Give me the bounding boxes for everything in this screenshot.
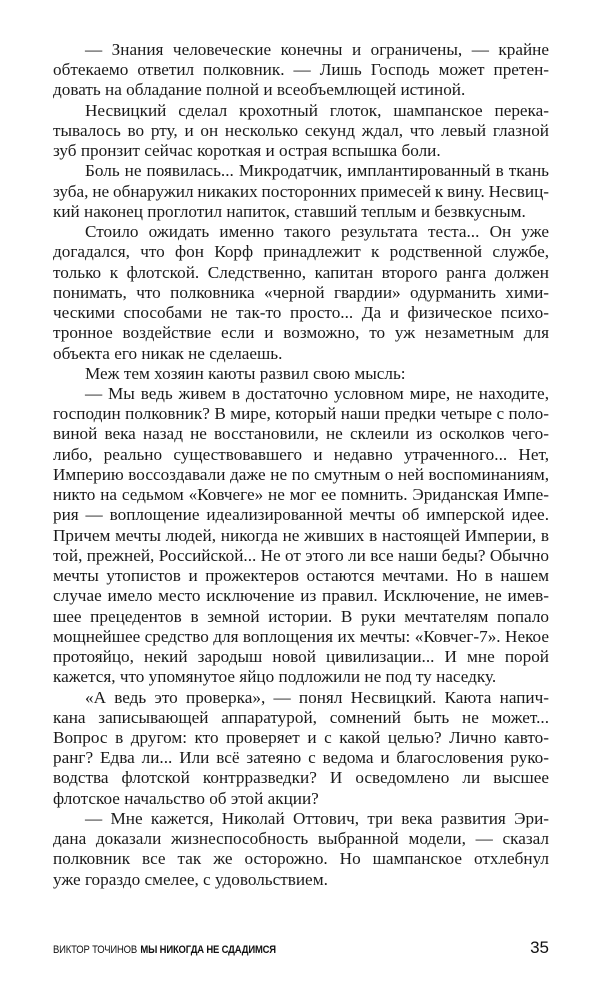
text-line: виной века назад не восстановили, не склеили из осколков чего- [53, 424, 549, 444]
text-line: дана доказали жизнеспособность выбранной модели, — сказал [53, 829, 549, 849]
footer-book-info [53, 944, 276, 956]
text-line: шее прецедентов в земной истории. В руки мечтателям попало [53, 606, 549, 626]
text-line: только к флотской. Следственно, капитан второго ранга должен [53, 262, 549, 282]
text-line: кий наконец проглотил напиток, ставший теплым и безвкусным. [53, 201, 526, 221]
running-footer [53, 938, 549, 958]
text-line: ранг? Едва ли... Или всё затеяно с ведома и благословения руко- [53, 748, 549, 768]
text-line: никто на седьмом «Ковчеге» не мог ее помнить. Эриданская Импе- [53, 485, 549, 505]
paragraph-first-line: — Мне кажется, Николай Оттович, три века развития Эри- [85, 808, 549, 828]
text-line: тронное воздействие если и возможно, то уж незаметным для [53, 323, 549, 343]
text-line: кажется, что упомянутое яйцо подложили не под ту наседку. [53, 667, 497, 687]
text-line: случае имело место исключение из правил. Исключение, не имев- [53, 586, 549, 606]
paragraph-first-line: — Знания человеческие конечны и ограничены, — крайне [85, 40, 549, 59]
text-line: обтекаемо ответил полковник. — Лишь Господь может претен- [53, 60, 549, 80]
paragraph-first-line: Боль не появилась... Микродатчик, имплантированный в ткань [85, 161, 549, 181]
text-line: зуб пронзит сейчас короткая и острая вспышка боли. [53, 141, 441, 161]
text-line: кана записывающей аппаратурой, сомнений быть не может... [53, 707, 549, 727]
text-line: флотское начальство об этой акции? [53, 788, 319, 808]
text-line: протояйцо, некий зародыш новой цивилизации... И мне порой [53, 647, 549, 667]
text-line: мощнейшее средство для воплощения их мечты: «Ковчег-7». Некое [53, 626, 549, 646]
footer-book-title: МЫ НИКОГДА НЕ СДАДИМСЯ [140, 944, 276, 956]
text-line: Империю воссоздавали даже не по смутным о ней воспоминаниям, [53, 464, 549, 484]
text-line: той, прежней, Российской... Не от этого ли все наши беды? Обычно [53, 545, 549, 565]
text-line: догадался, что фон Корф принадлежит к родственной службе, [53, 242, 549, 262]
text-line: Вопрос в другом: кто проверяет и с какой целью? Лично кавто- [53, 727, 549, 747]
paragraph-first-line: Меж тем хозяин каюты развил свою мысль: [85, 363, 406, 383]
text-line: зуба, не обнаружил никаких посторонних примесей к вину. Несвиц- [53, 181, 549, 201]
text-line: понимать, что полковника «черной гвардии» одурманить хими- [53, 282, 549, 302]
paragraph-first-line: «А ведь это проверка», — понял Несвицкий. Каюта напич- [85, 687, 549, 707]
paragraph-first-line: Стоило ожидать именно такого результата теста... Он уже [85, 222, 549, 242]
text-line: довать на обладание полной и всеобъемлющей истиной. [53, 80, 466, 100]
text-line: полковник все так же осторожно. Но шампанское отхлебнул [53, 849, 549, 869]
page-number: 35 [530, 938, 549, 957]
text-line: водства флотской контрразведки? И осведомлено ли высшее [53, 768, 549, 788]
text-line: объекта его никак не сделаешь. [53, 343, 283, 363]
text-line: Причем мечты людей, никогда не живших в настоящей Империи, в [53, 525, 549, 545]
text-line: уже гораздо смелее, с удовольствием. [53, 869, 328, 889]
text-line: господин полковник? В мире, который наши предки четыре с поло- [53, 404, 549, 424]
text-line: либо, реально существовавшего и недавно утраченного... Нет, [53, 444, 549, 464]
paragraph-first-line: Несвицкий сделал крохотный глоток, шампанское перека- [85, 100, 549, 120]
text-line: ческими способами не так-то просто... Да и физическое психо- [53, 303, 549, 323]
text-line: мечты утопистов и прожектеров остаются мечтами. Но в нашем [53, 566, 549, 586]
body-text [53, 40, 549, 890]
text-line: тывалось во рту, и он несколько секунд ждал, что левый глазной [53, 120, 549, 140]
footer-author: ВИКТОР ТОЧИНОВ [53, 944, 137, 956]
text-line: рия — воплощение идеализированной мечты об имперской идее. [53, 505, 549, 525]
paragraph-first-line: — Мы ведь живем в достаточно условном мире, не находите, [85, 383, 549, 403]
